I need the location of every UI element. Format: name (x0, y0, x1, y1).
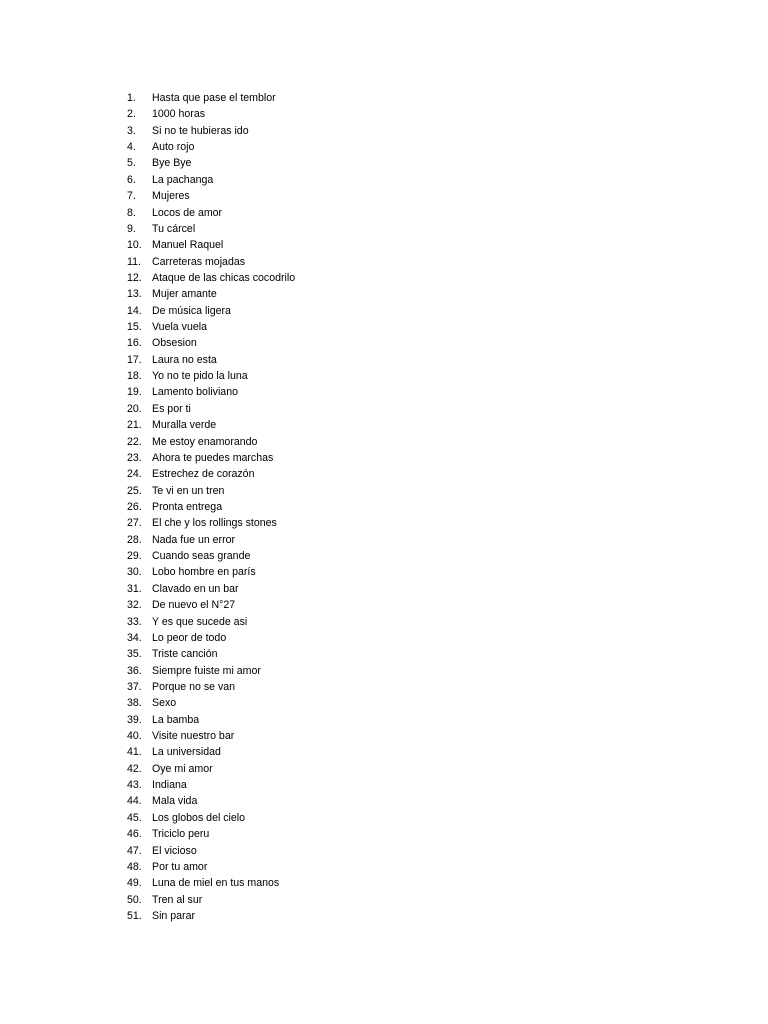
list-item (127, 892, 295, 908)
list-item-number: 30. (127, 566, 142, 579)
list-item-title: Tren al sur (152, 893, 203, 906)
list-item (127, 106, 295, 122)
list-item (127, 532, 295, 548)
list-item-title: Lo peor de todo (152, 631, 227, 644)
list-item-number: 38. (127, 697, 142, 710)
list-item-title: Mala vida (152, 795, 198, 808)
list-item-number: 7. (127, 190, 136, 203)
list-item (127, 434, 295, 450)
list-item-number: 41. (127, 746, 142, 759)
list-item (127, 466, 295, 482)
list-item-number: 25. (127, 484, 142, 497)
list-item (127, 499, 295, 515)
list-item-title: 1000 horas (152, 108, 206, 121)
list-item (127, 335, 295, 351)
list-item-title: Muralla verde (152, 419, 217, 432)
list-item-number: 15. (127, 321, 142, 334)
list-item-number: 46. (127, 828, 142, 841)
list-item-number: 51. (127, 909, 142, 922)
list-item-title: Triciclo peru (152, 828, 210, 841)
list-item-number: 44. (127, 795, 142, 808)
list-item (127, 663, 295, 679)
list-item-title: Ahora te puedes marchas (152, 451, 274, 464)
list-item (127, 368, 295, 384)
list-item-title: Tu cárcel (152, 222, 196, 235)
list-item (127, 875, 295, 891)
list-item (127, 221, 295, 237)
list-item-title: Te vi en un tren (152, 484, 225, 497)
list-item-number: 48. (127, 860, 142, 873)
list-item-title: Indiana (152, 779, 187, 792)
list-item-number: 14. (127, 304, 142, 317)
list-item-title: Por tu amor (152, 860, 208, 873)
list-item (127, 515, 295, 531)
list-item-title: Yo no te pido la luna (152, 370, 248, 383)
list-item-number: 12. (127, 271, 142, 284)
list-item (127, 417, 295, 433)
list-item (127, 139, 295, 155)
list-item (127, 90, 295, 106)
list-item-title: Oye mi amor (152, 762, 213, 775)
list-item (127, 630, 295, 646)
list-item-title: Y es que sucede asi (152, 615, 248, 628)
list-item-number: 1. (127, 92, 136, 104)
list-item-title: Visite nuestro bar (152, 730, 235, 743)
list-item (127, 614, 295, 630)
list-item-title: El che y los rollings stones (152, 517, 277, 530)
list-item-number: 24. (127, 468, 142, 481)
list-item-title: Manuel Raquel (152, 239, 224, 252)
list-item-number: 39. (127, 713, 142, 726)
list-item-number: 32. (127, 599, 142, 612)
list-item-title: Obsesion (152, 337, 197, 350)
list-item (127, 172, 295, 188)
list-item-title: Si no te hubieras ido (152, 124, 249, 137)
list-item (127, 450, 295, 466)
list-item-title: Sexo (152, 697, 177, 710)
list-item (127, 597, 295, 613)
list-item (127, 303, 295, 319)
list-item (127, 548, 295, 564)
list-item (127, 744, 295, 760)
list-item-title: Vuela vuela (152, 321, 207, 334)
list-item-number: 27. (127, 517, 142, 530)
song-list (127, 90, 295, 924)
list-item-title: De música ligera (152, 304, 231, 317)
list-item (127, 581, 295, 597)
list-item-number: 16. (127, 337, 142, 350)
list-item-title: Carreteras mojadas (152, 255, 246, 268)
list-item-number: 43. (127, 779, 142, 792)
list-item (127, 270, 295, 286)
list-item-title: Siempre fuiste mi amor (152, 664, 261, 677)
list-item-number: 3. (127, 124, 136, 137)
list-item (127, 352, 295, 368)
list-item (127, 319, 295, 335)
list-item-title: Triste canción (152, 648, 218, 661)
list-item-number: 5. (127, 157, 136, 170)
list-item-title: Pronta entrega (152, 500, 223, 513)
list-item (127, 646, 295, 662)
list-item-title: Luna de miel en tus manos (152, 877, 280, 890)
list-item-number: 19. (127, 386, 142, 399)
list-item (127, 843, 295, 859)
list-item-number: 9. (127, 222, 136, 235)
list-item-title: Locos de amor (152, 206, 223, 219)
list-item-number: 37. (127, 680, 142, 693)
list-item (127, 761, 295, 777)
list-item (127, 123, 295, 139)
list-item (127, 205, 295, 221)
list-item-number: 35. (127, 648, 142, 661)
list-item-title: Lobo hombre en parís (152, 566, 256, 579)
list-item-number: 47. (127, 844, 142, 857)
list-item-number: 23. (127, 451, 142, 464)
list-item-number: 6. (127, 173, 136, 186)
list-item (127, 859, 295, 875)
list-item-title: El vicioso (152, 844, 197, 857)
list-item-number: 8. (127, 206, 136, 219)
list-item (127, 286, 295, 302)
list-item-title: Estrechez de corazón (152, 468, 255, 481)
list-item-title: La pachanga (152, 173, 214, 186)
list-item-title: De nuevo el N°27 (152, 599, 236, 612)
list-item-title: Clavado en un bar (152, 582, 239, 595)
list-item-title: Auto rojo (152, 141, 195, 154)
list-item-title: Sin parar (152, 909, 195, 922)
list-item-number: 36. (127, 664, 142, 677)
list-item-number: 17. (127, 353, 142, 366)
list-item-number: 45. (127, 811, 142, 824)
list-item-number: 13. (127, 288, 142, 301)
list-item-title: Me estoy enamorando (152, 435, 258, 448)
list-item-number: 29. (127, 550, 142, 563)
list-item-title: Los globos del cielo (152, 811, 246, 824)
list-item-number: 2. (127, 108, 136, 121)
list-item-title: Nada fue un error (152, 533, 236, 546)
list-item (127, 155, 295, 171)
list-item-title: Es por ti (152, 402, 191, 415)
list-item-title: Hasta que pase el temblor (152, 92, 276, 104)
list-item-number: 50. (127, 893, 142, 906)
list-item-number: 49. (127, 877, 142, 890)
list-item (127, 777, 295, 793)
list-item-title: Laura no esta (152, 353, 217, 366)
list-item (127, 483, 295, 499)
list-item-number: 40. (127, 730, 142, 743)
list-item (127, 826, 295, 842)
list-item-number: 11. (127, 255, 141, 268)
list-item-title: Mujeres (152, 190, 190, 203)
list-item (127, 564, 295, 580)
list-item-number: 18. (127, 370, 142, 383)
list-item-title: La universidad (152, 746, 221, 759)
list-item (127, 679, 295, 695)
list-item (127, 793, 295, 809)
list-item (127, 695, 295, 711)
list-item (127, 254, 295, 270)
list-item-title: La bamba (152, 713, 200, 726)
list-item-title: Lamento boliviano (152, 386, 238, 399)
list-item (127, 908, 295, 924)
list-item (127, 384, 295, 400)
list-item-title: Porque no se van (152, 680, 236, 693)
list-item-number: 34. (127, 631, 142, 644)
list-item-number: 31. (127, 582, 142, 595)
list-item-number: 10. (127, 239, 142, 252)
list-item-number: 42. (127, 762, 142, 775)
list-item-title: Bye Bye (152, 157, 192, 170)
list-item-title: Cuando seas grande (152, 550, 251, 563)
list-item-title: Mujer amante (152, 288, 217, 301)
list-item-title: Ataque de las chicas cocodrilo (152, 271, 296, 284)
list-item (127, 810, 295, 826)
list-item (127, 237, 295, 253)
list-item-number: 28. (127, 533, 142, 546)
list-item (127, 401, 295, 417)
list-item-number: 26. (127, 500, 142, 513)
list-item-number: 20. (127, 402, 142, 415)
list-item-number: 21. (127, 419, 142, 432)
list-item-number: 33. (127, 615, 142, 628)
list-item-number: 4. (127, 141, 136, 154)
list-item (127, 188, 295, 204)
list-item-number: 22. (127, 435, 142, 448)
list-item (127, 728, 295, 744)
list-item (127, 712, 295, 728)
